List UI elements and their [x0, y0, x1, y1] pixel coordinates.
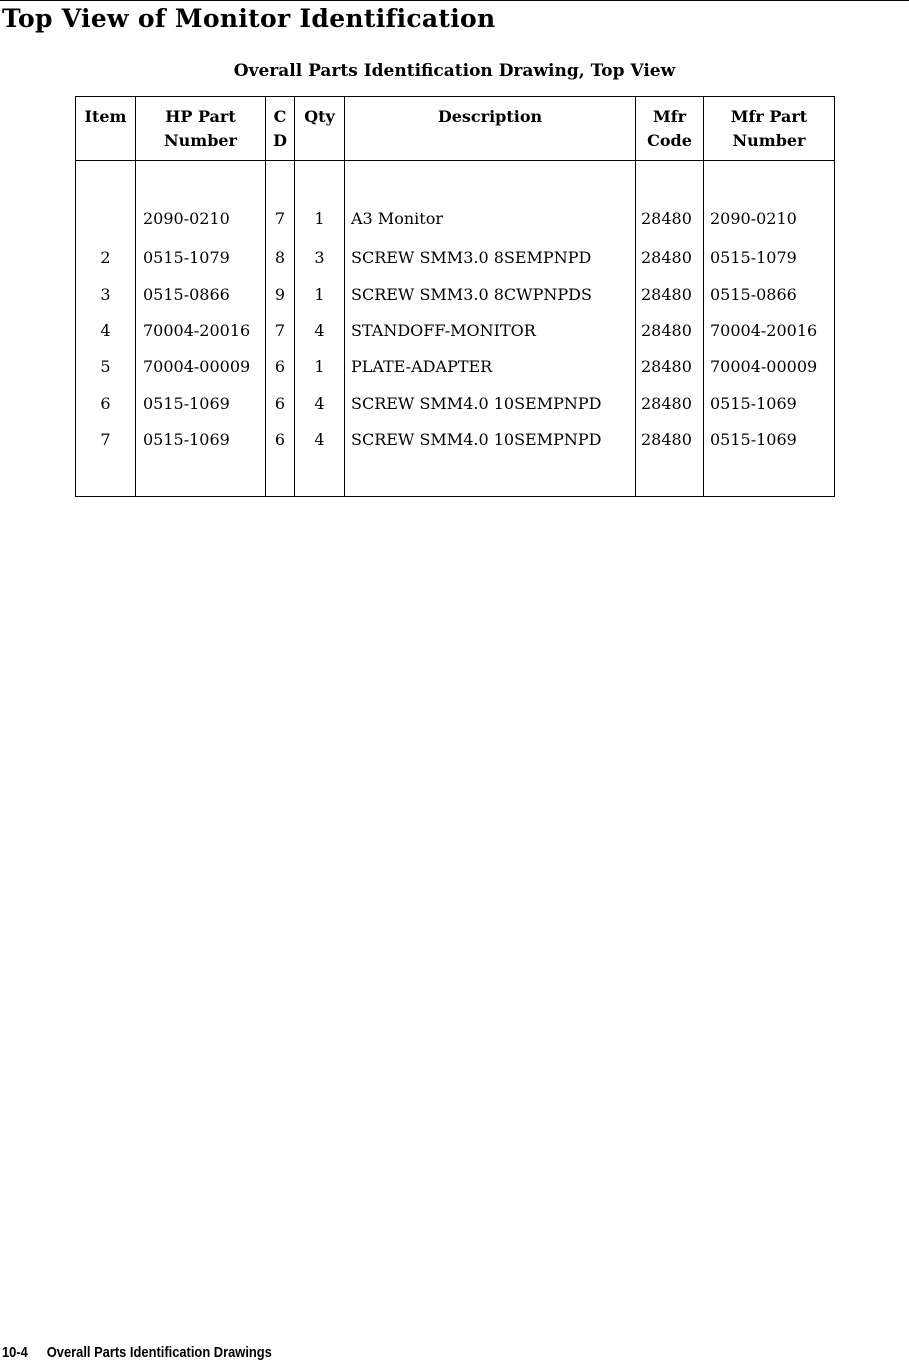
cell-mfr-part-number: 0515-1069 [710, 394, 797, 413]
cell-mfr-code: 28480 [641, 285, 692, 304]
header-cd: C D [273, 107, 287, 150]
cell-cd: 7 [274, 209, 286, 228]
header-description: Description [437, 107, 543, 126]
cell-description: SCREW SMM4.0 10SEMPNPD [351, 394, 602, 413]
top-rule [0, 0, 909, 1]
cell-item: 4 [100, 321, 111, 340]
column-divider [344, 97, 345, 496]
cell-cd: 6 [274, 430, 286, 449]
table-caption: Overall Parts Identification Drawing, Top View [233, 61, 676, 81]
cell-mfr-part-number: 70004-20016 [710, 321, 818, 340]
cell-description: SCREW SMM4.0 10SEMPNPD [351, 430, 602, 449]
header-mfr-code: Mfr Code [647, 107, 692, 150]
cell-qty: 3 [314, 248, 325, 267]
cell-qty: 1 [314, 209, 325, 228]
cell-mfr-code: 28480 [641, 357, 692, 376]
cell-item: 6 [100, 394, 111, 413]
cell-item: 3 [100, 285, 111, 304]
cell-description: SCREW SMM3.0 8SEMPNPD [351, 248, 592, 267]
cell-mfr-code: 28480 [641, 394, 692, 413]
cell-item: 2 [100, 248, 111, 267]
cell-hp-part-number: 70004-20016 [143, 321, 251, 340]
cell-hp-part-number: 0515-0866 [143, 285, 230, 304]
page-title: Top View of Monitor Identification [2, 4, 496, 33]
header-hp-part-number: HP Part Number [164, 107, 237, 150]
cell-hp-part-number: 0515-1079 [143, 248, 230, 267]
cell-mfr-part-number: 2090-0210 [710, 209, 797, 228]
parts-table [75, 96, 835, 497]
cell-hp-part-number: 2090-0210 [143, 209, 230, 228]
cell-cd: 7 [274, 321, 286, 340]
cell-qty: 4 [314, 321, 325, 340]
cell-mfr-part-number: 0515-0866 [710, 285, 797, 304]
cell-description: PLATE-ADAPTER [351, 357, 493, 376]
cell-mfr-part-number: 0515-1079 [710, 248, 797, 267]
cell-hp-part-number: 0515-1069 [143, 394, 230, 413]
header-mfr-part-number: Mfr Part Number [730, 107, 808, 150]
cell-description: SCREW SMM3.0 8CWPNPDS [351, 285, 592, 304]
cell-mfr-code: 28480 [641, 248, 692, 267]
header-divider [76, 160, 834, 161]
cell-qty: 4 [314, 394, 325, 413]
cell-mfr-part-number: 70004-00009 [710, 357, 818, 376]
cell-qty: 1 [314, 285, 325, 304]
cell-item: 5 [100, 357, 111, 376]
cell-cd: 9 [274, 285, 286, 304]
cell-item: 7 [100, 430, 111, 449]
column-divider [703, 97, 704, 496]
cell-cd: 6 [274, 394, 286, 413]
column-divider [135, 97, 136, 496]
cell-qty: 4 [314, 430, 325, 449]
header-item: Item [84, 107, 127, 126]
cell-cd: 6 [274, 357, 286, 376]
page-number: 10-4 [2, 1344, 28, 1361]
cell-cd: 8 [274, 248, 286, 267]
cell-hp-part-number: 0515-1069 [143, 430, 230, 449]
footer-section-title: Overall Parts Identification Drawings [46, 1344, 272, 1361]
cell-description: A3 Monitor [351, 209, 443, 228]
cell-hp-part-number: 70004-00009 [143, 357, 251, 376]
header-qty: Qty [304, 107, 335, 126]
cell-description: STANDOFF-MONITOR [351, 321, 536, 340]
page-footer [2, 1344, 272, 1361]
cell-mfr-code: 28480 [641, 321, 692, 340]
column-divider [635, 97, 636, 496]
cell-mfr-code: 28480 [641, 209, 692, 228]
cell-mfr-part-number: 0515-1069 [710, 430, 797, 449]
cell-mfr-code: 28480 [641, 430, 692, 449]
cell-qty: 1 [314, 357, 325, 376]
